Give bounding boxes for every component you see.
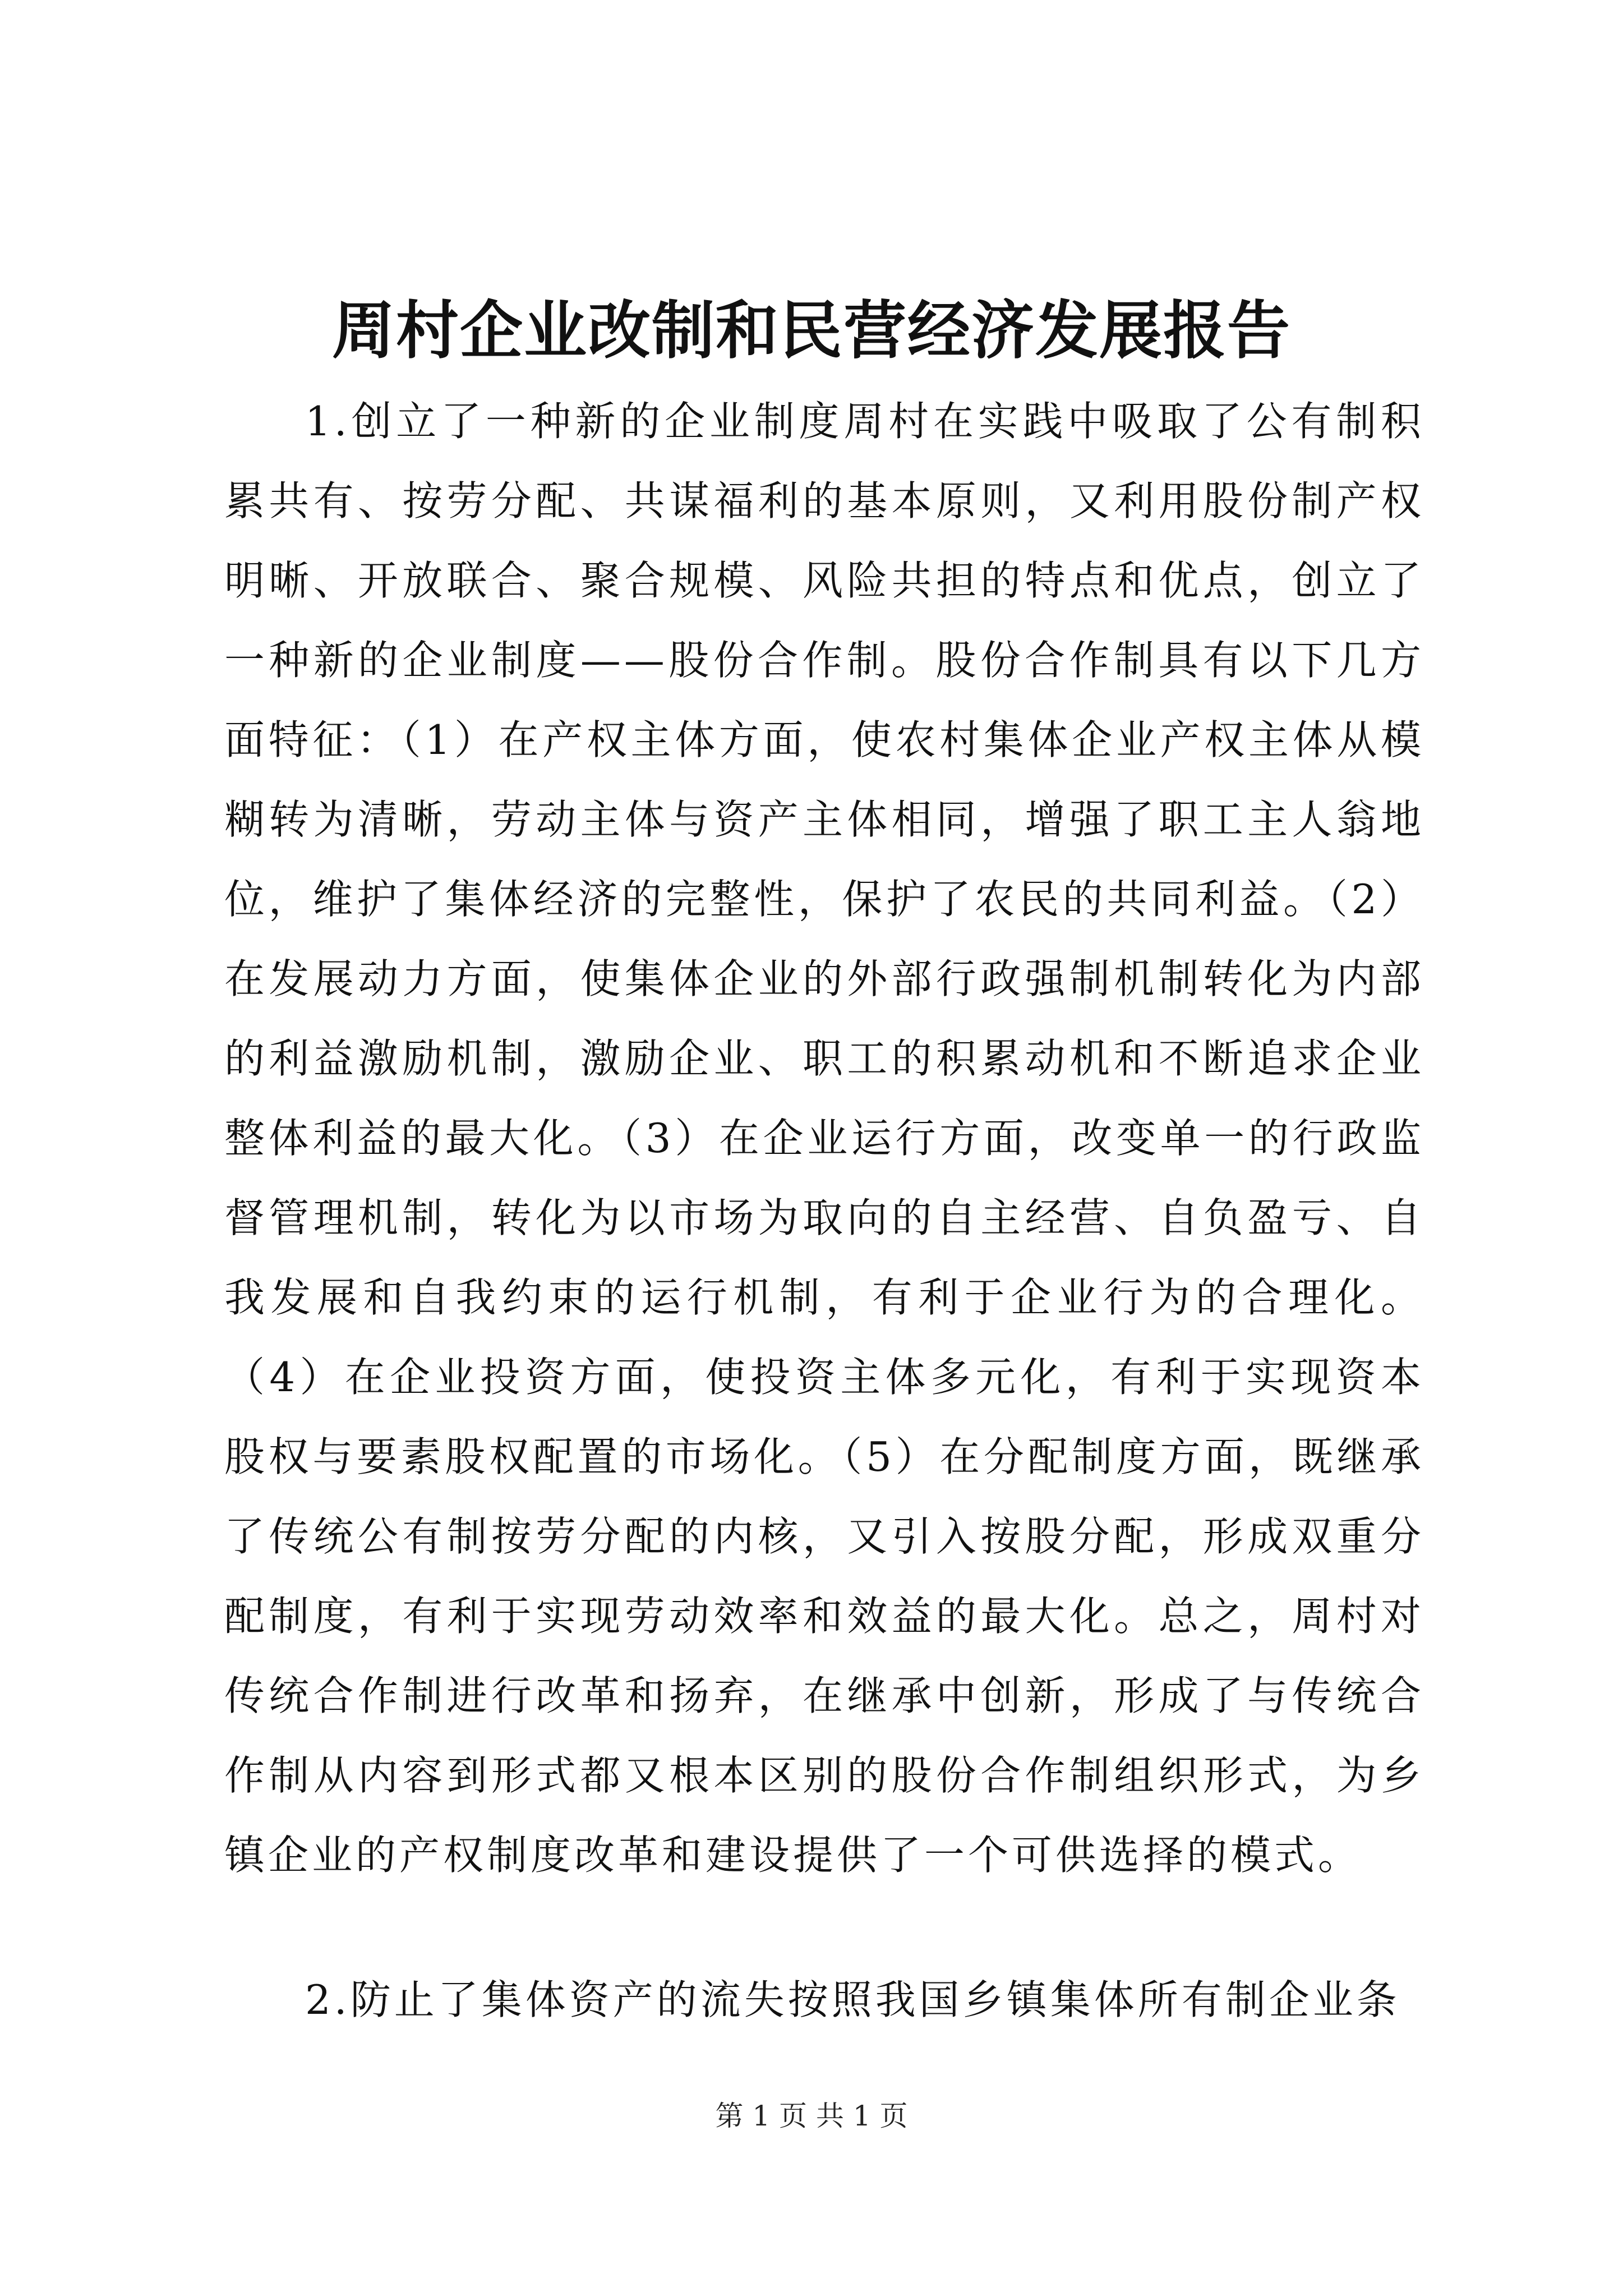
paragraph-2: 2.防止了集体资产的流失按照我国乡镇集体所有制企业条 — [305, 1976, 1400, 2023]
paragraph-1: 1.创立了一种新的企业制度周村在实践中吸取了公有制积累共有、按劳分配、共谋福利的基本原则，又利用股份制产权明晰、开放联合、聚合规模、风险共担的特点和优点，创立了一种新的企业制度——股份合作制。股份合作制具有以下几方面特征：（1）在产权主体方面，使农村集体企业产权主体从模糊转为清晰，劳动主体与资产主体相同，增强了职工主人翁地位，维护了集体经济的完整性，保护了农民的共同利益。（2）在发展动力方面，使集体企业的外部行政强制机制转化为内部的利益激励机制，激励企业、职工的积累动机和不断追求企业整体利益的最大化。（3）在企业运行方面，改变单一的行政监督管理机制，转化为以市场为取向的自主经营、自负盈亏、自我发展和自我约束的运行机制，有利于企业行为的合理化。（4）在企业投资方面，使投资主体多元化，有利于实现资本股权与要素股权配置的市场化。（5）在分配制度方面，既继承了传统公有制按劳分配的内核，又引入按股分配，形成双重分配制度，有利于实现劳动效率和效益的最大化。总之，周村对传统合作制进行改革和扬弃，在继承中创新，形成了与传统合作制从内容到形式都又根本区别的股份合作制组织形式，为乡镇企业的产权制度改革和建设提供了一个可供选择的模式。 — [224, 398, 1424, 1879]
document-title: 周村企业改制和民营经济发展报告 — [332, 294, 1291, 367]
page-footer: 第 1 页 共 1 页 — [715, 2100, 908, 2132]
